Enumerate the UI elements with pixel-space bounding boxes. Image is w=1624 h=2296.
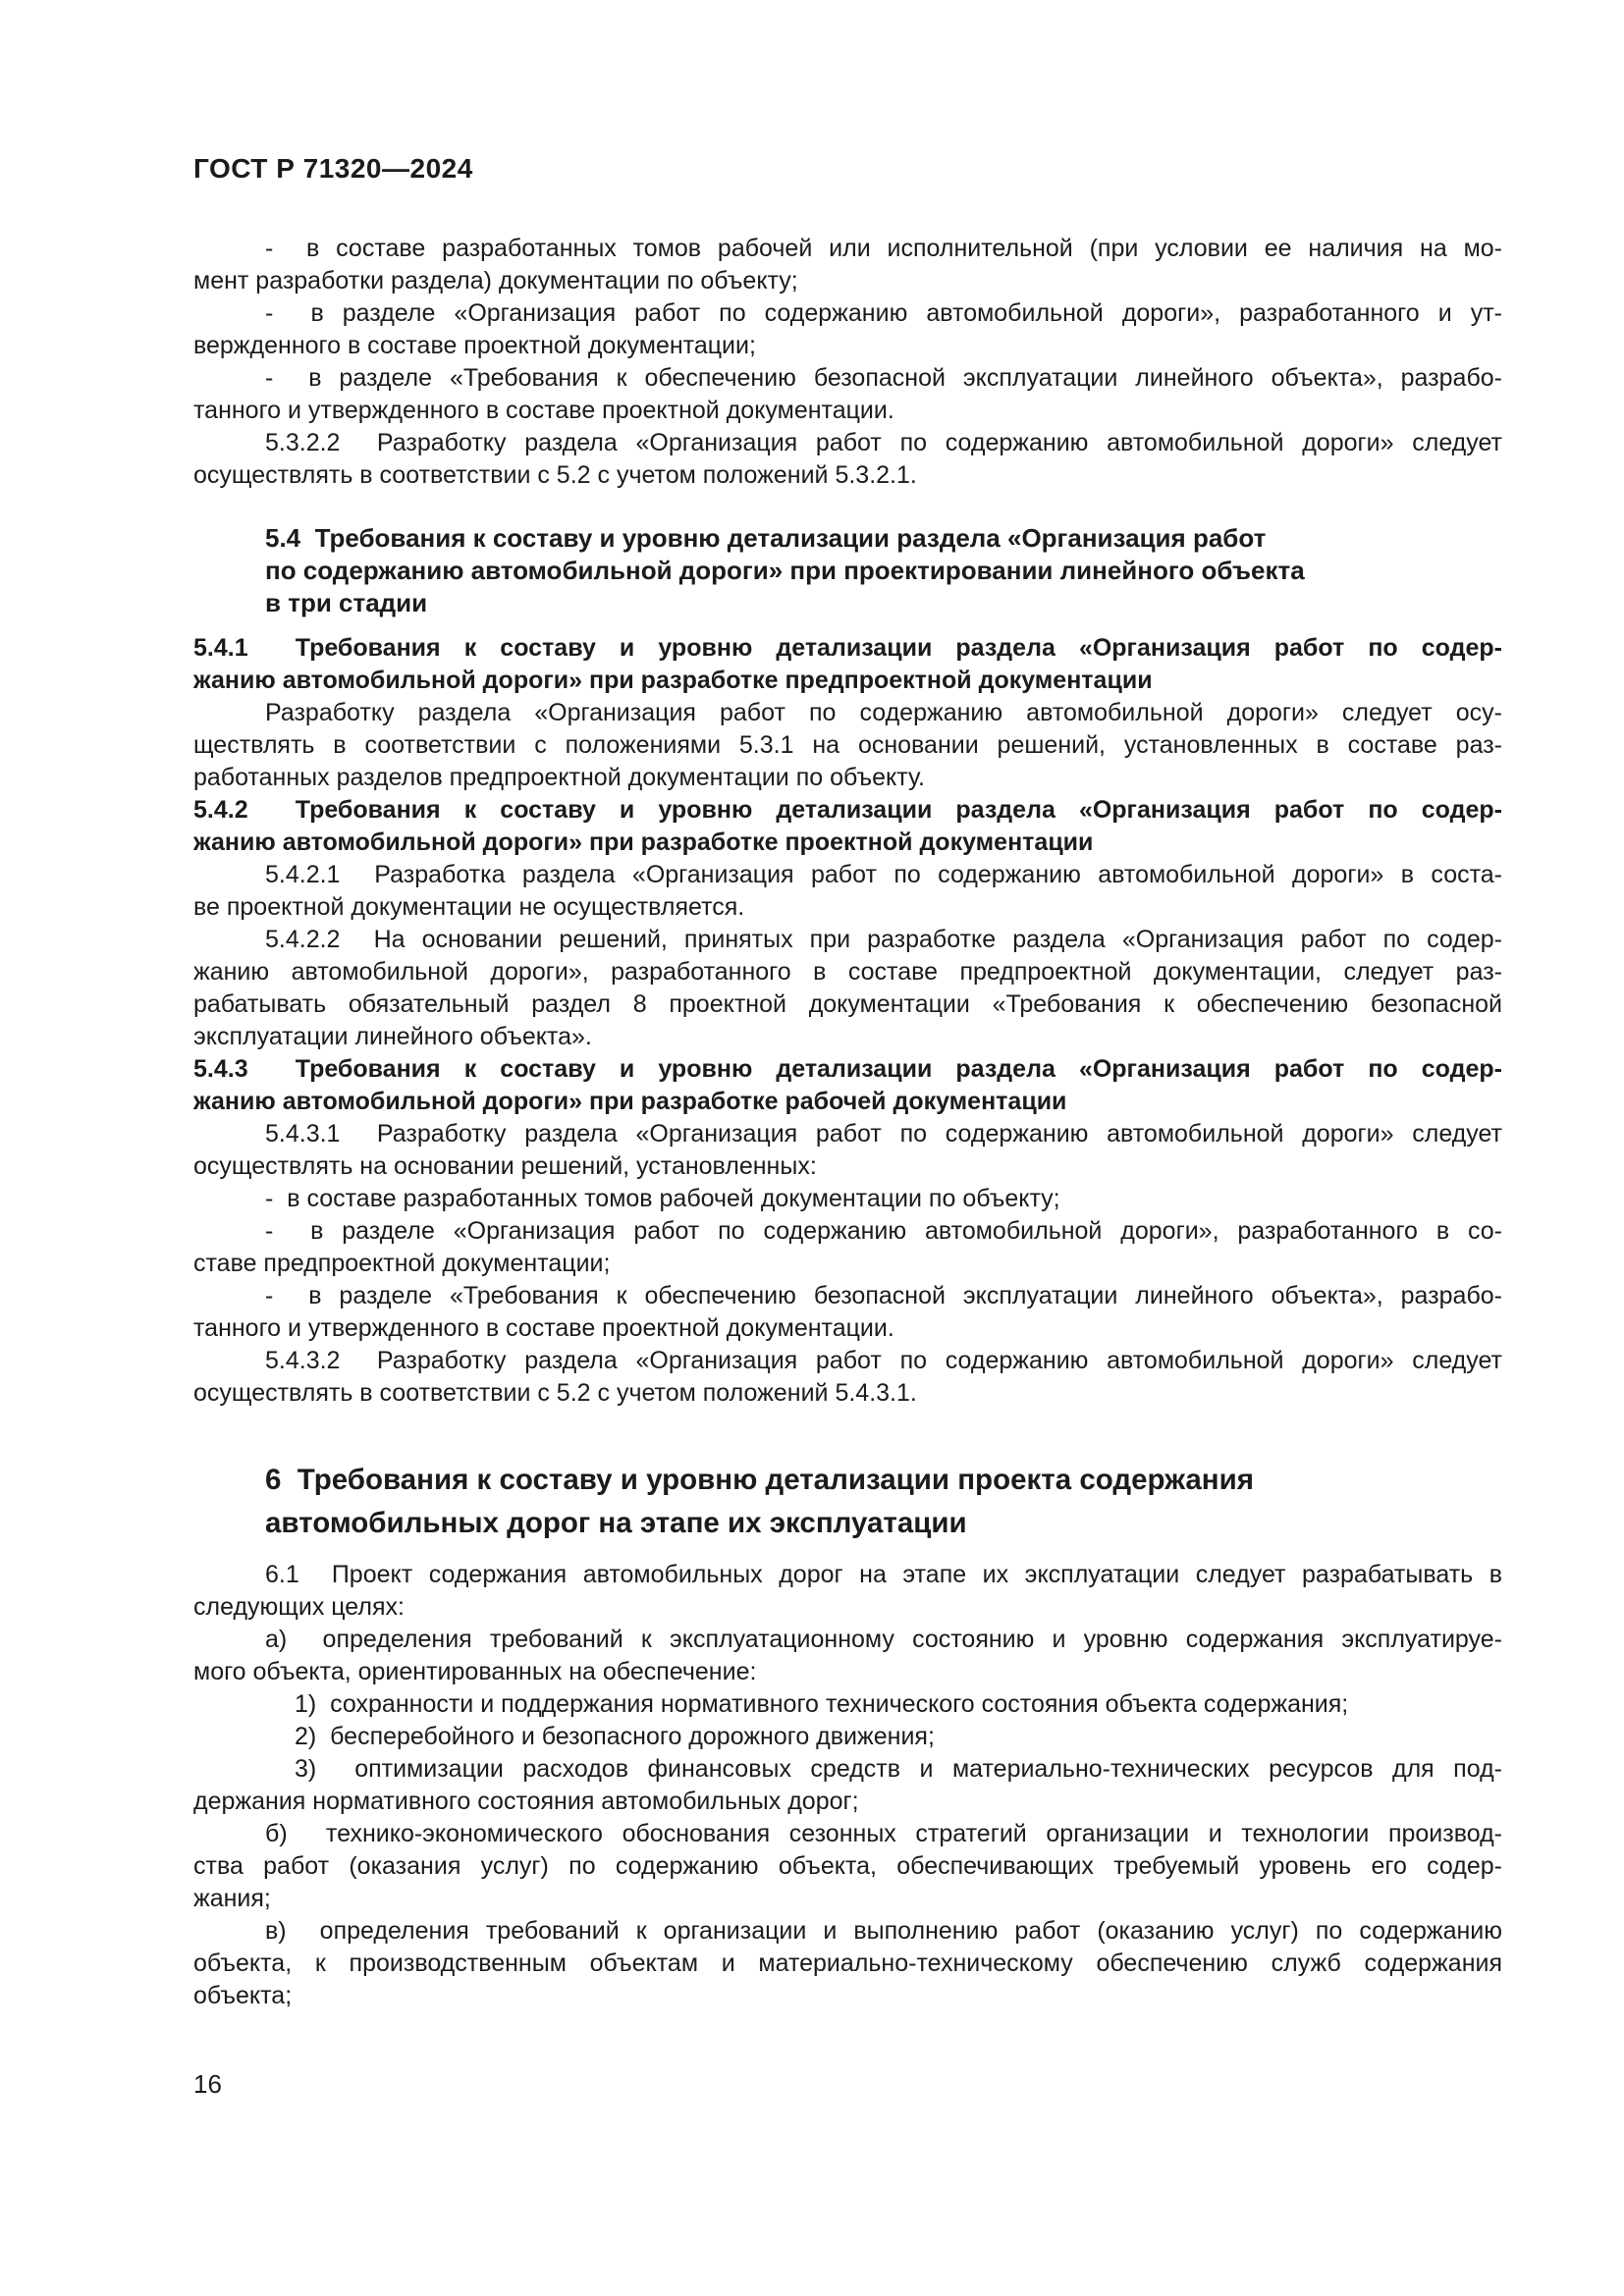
text-line: 5.4.2.1 Разработка раздела «Организация работ по содержанию автомобильной дороги» в соста- xyxy=(265,861,1502,888)
subsection-heading xyxy=(193,794,1502,859)
text-line: 6 Требования к составу и уровню детализации проекта содержания xyxy=(265,1464,1254,1496)
text-line: объекта; xyxy=(193,1982,293,2009)
paragraph xyxy=(193,1118,1502,1183)
paragraph xyxy=(193,297,1502,362)
text-line: работанных разделов предпроектной документации по объекту. xyxy=(193,764,925,791)
document-number-header: ГОСТ Р 71320—2024 xyxy=(193,153,473,184)
paragraph xyxy=(193,1818,1502,1915)
text-line: 1) сохранности и поддержания нормативного технического состояния объекта содержания; xyxy=(295,1690,1349,1718)
paragraph xyxy=(193,859,1502,924)
section-heading xyxy=(265,522,1502,619)
document-body xyxy=(193,233,1502,2012)
text-line: 2) бесперебойного и безопасного дорожного движения; xyxy=(295,1723,935,1750)
paragraph xyxy=(193,1624,1502,1688)
text-line: 5.4.3 Требования к составу и уровню детализации раздела «Организация работ по содер- xyxy=(193,1055,1502,1083)
paragraph xyxy=(193,233,1502,297)
text-line: - в разделе «Организация работ по содержанию автомобильной дороги», разработанного в со- xyxy=(265,1217,1502,1245)
text-line: жания; xyxy=(193,1885,271,1912)
text-line: мент разработки раздела) документации по объекту; xyxy=(193,267,798,294)
text-line: держания нормативного состояния автомобильных дорог; xyxy=(193,1788,859,1815)
text-line: ществлять в соответствии с положениями 5.3.1 на основании решений, установленных в составе раз- xyxy=(193,731,1502,759)
text-line: ве проектной документации не осуществляется. xyxy=(193,893,745,921)
text-line: осуществлять на основании решений, установленных: xyxy=(193,1152,817,1180)
page-number: 16 xyxy=(193,2069,222,2099)
paragraph xyxy=(193,1688,1502,1721)
text-line: жанию автомобильной дороги» при разработке рабочей документации xyxy=(193,1088,1067,1115)
text-line: следующих целях: xyxy=(193,1593,405,1621)
subsection-heading xyxy=(193,632,1502,697)
paragraph xyxy=(193,1345,1502,1410)
text-line: жанию автомобильной дороги», разработанного в составе предпроектной документации, следует раз- xyxy=(193,958,1502,986)
text-line: - в разделе «Требования к обеспечению безопасной эксплуатации линейного объекта», разрабо- xyxy=(265,364,1502,392)
text-line: б) технико-экономического обоснования сезонных стратегий организации и технологии производ- xyxy=(265,1820,1502,1847)
text-line: танного и утвержденного в составе проектной документации. xyxy=(193,397,894,424)
text-line: 5.4.3.2 Разработку раздела «Организация работ по содержанию автомобильной дороги» следует xyxy=(265,1347,1502,1374)
paragraph xyxy=(193,697,1502,794)
text-line: автомобильных дорог на этапе их эксплуатации xyxy=(265,1507,967,1539)
text-line: 6.1 Проект содержания автомобильных дорог на этапе их эксплуатации следует разрабатывать в xyxy=(265,1561,1502,1588)
text-line: вержденного в составе проектной документации; xyxy=(193,332,756,359)
text-line: жанию автомобильной дороги» при разработке проектной документации xyxy=(193,828,1094,856)
text-line: рабатывать обязательный раздел 8 проектной документации «Требования к обеспечению безопасной xyxy=(193,990,1502,1018)
text-line: мого объекта, ориентированных на обеспечение: xyxy=(193,1658,757,1685)
text-line: осуществлять в соответствии с 5.2 с учетом положений 5.3.2.1. xyxy=(193,461,917,489)
text-line: ставе предпроектной документации; xyxy=(193,1250,611,1277)
paragraph xyxy=(193,1915,1502,2012)
text-line: осуществлять в соответствии с 5.2 с учетом положений 5.4.3.1. xyxy=(193,1379,917,1407)
paragraph xyxy=(193,924,1502,1053)
paragraph xyxy=(193,1215,1502,1280)
text-line: - в разделе «Требования к обеспечению безопасной эксплуатации линейного объекта», разрабо- xyxy=(265,1282,1502,1309)
text-line: эксплуатации линейного объекта». xyxy=(193,1023,592,1050)
chapter-heading xyxy=(265,1459,1502,1545)
text-line: 5.4.3.1 Разработку раздела «Организация работ по содержанию автомобильной дороги» следует xyxy=(265,1120,1502,1148)
text-line: 5.3.2.2 Разработку раздела «Организация работ по содержанию автомобильной дороги» следует xyxy=(265,429,1502,456)
text-line: 5.4 Требования к составу и уровню детализации раздела «Организация работ xyxy=(265,523,1267,553)
text-line: - в составе разработанных томов рабочей или исполнительной (при условии ее наличия на мо- xyxy=(265,235,1502,262)
text-line: в три стадии xyxy=(265,588,428,617)
paragraph xyxy=(193,1183,1502,1215)
text-line: - в составе разработанных томов рабочей документации по объекту; xyxy=(265,1185,1060,1212)
text-line: танного и утвержденного в составе проектной документации. xyxy=(193,1314,894,1342)
subsection-heading xyxy=(193,1053,1502,1118)
text-line: ства работ (оказания услуг) по содержанию объекта, обеспечивающих требуемый уровень его содер- xyxy=(193,1852,1502,1880)
text-line: объекта, к производственным объектам и материально-техническому обеспечению служб содержания xyxy=(193,1949,1502,1977)
text-line: 5.4.1 Требования к составу и уровню детализации раздела «Организация работ по содер- xyxy=(193,634,1502,662)
paragraph xyxy=(193,427,1502,492)
paragraph xyxy=(193,1721,1502,1753)
text-line: жанию автомобильной дороги» при разработке предпроектной документации xyxy=(193,667,1153,694)
text-line: - в разделе «Организация работ по содержанию автомобильной дороги», разработанного и ут- xyxy=(265,299,1502,327)
text-line: по содержанию автомобильной дороги» при проектировании линейного объекта xyxy=(265,556,1305,585)
text-line: Разработку раздела «Организация работ по содержанию автомобильной дороги» следует осу- xyxy=(265,699,1502,726)
text-line: в) определения требований к организации и выполнению работ (оказанию услуг) по содержанию xyxy=(265,1917,1502,1945)
text-line: 5.4.2 Требования к составу и уровню детализации раздела «Организация работ по содер- xyxy=(193,796,1502,824)
text-line: 5.4.2.2 На основании решений, принятых при разработке раздела «Организация работ по содер- xyxy=(265,926,1502,953)
text-line: а) определения требований к эксплуатационному состоянию и уровню содержания эксплуатируе- xyxy=(265,1626,1502,1653)
paragraph xyxy=(193,1753,1502,1818)
paragraph xyxy=(193,1559,1502,1624)
paragraph xyxy=(193,362,1502,427)
paragraph xyxy=(193,1280,1502,1345)
text-line: 3) оптимизации расходов финансовых средств и материально-технических ресурсов для под- xyxy=(295,1755,1502,1783)
